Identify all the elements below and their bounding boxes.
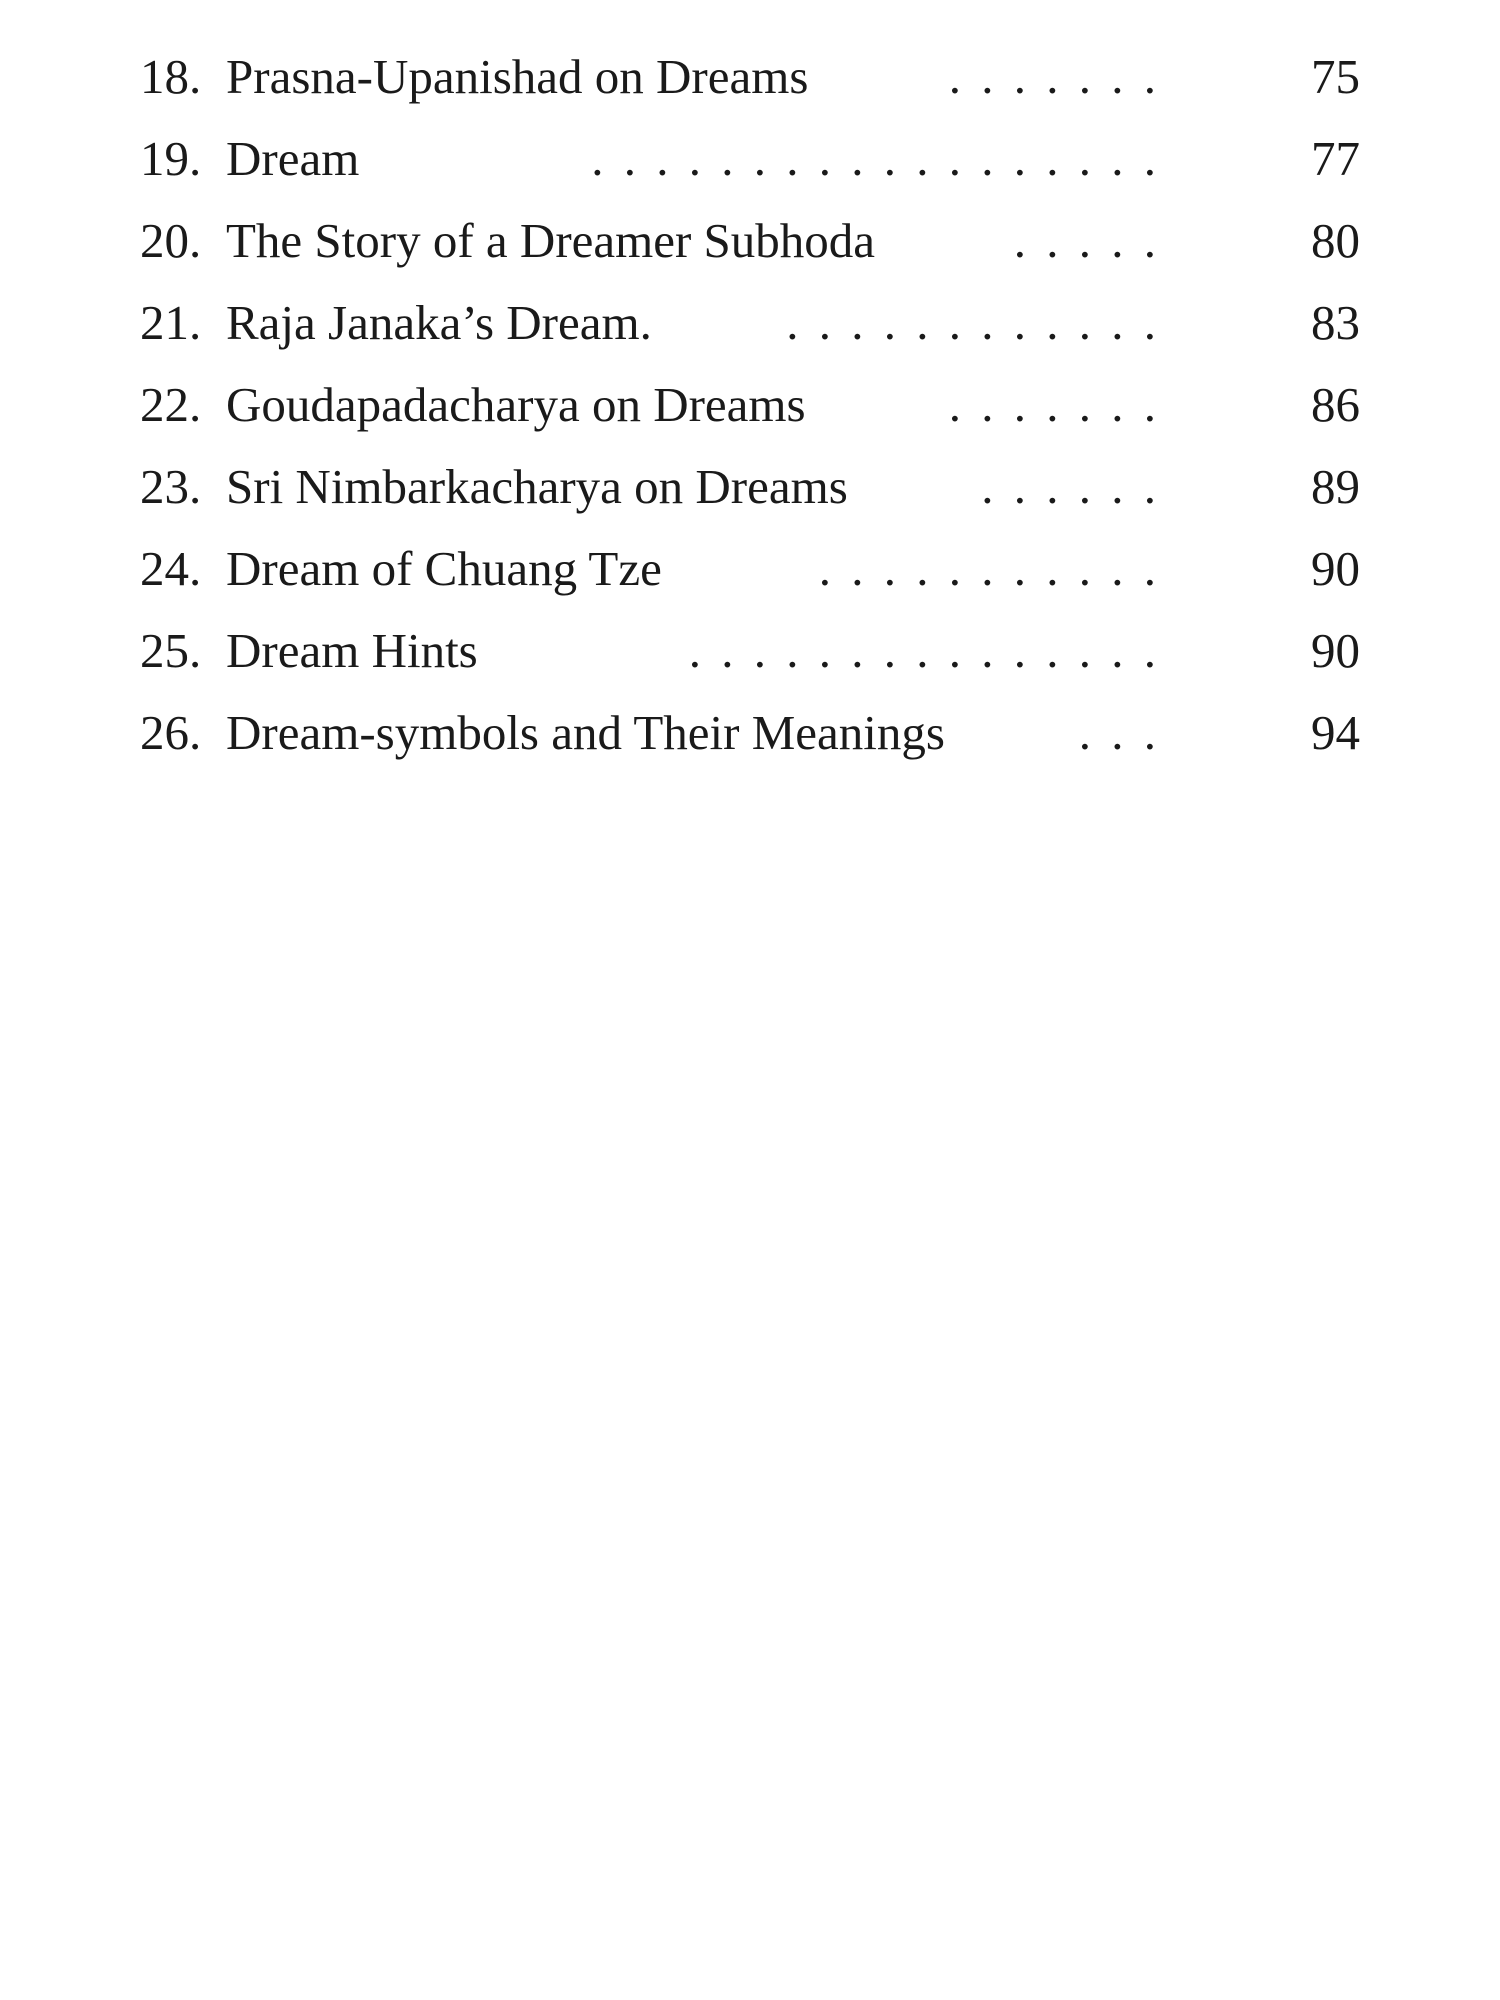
entry-title: Dream Hints — [226, 623, 478, 678]
toc-entry-19 — [140, 124, 1360, 206]
toc-entry-22 — [140, 370, 1360, 452]
entry-title: Sri Nimbarkacharya on Dreams — [226, 459, 848, 514]
page-number: 77 — [1311, 131, 1360, 186]
entry-title: Dream of Chuang Tze — [226, 541, 662, 596]
dot-leader: . . . — [1078, 705, 1160, 760]
entry-number: 26. — [140, 705, 202, 760]
dot-leader: . . . . . . . . . . . . . . . — [688, 623, 1160, 678]
page-number: 75 — [1311, 49, 1360, 104]
dot-leader: . . . . . . . — [948, 377, 1160, 432]
entry-title: Goudapadacharya on Dreams — [226, 377, 806, 432]
page-number: 86 — [1311, 377, 1360, 432]
dot-leader: . . . . . . — [981, 459, 1160, 514]
dot-leader: . . . . . . . — [948, 49, 1160, 104]
entry-number: 22. — [140, 377, 202, 432]
toc-entry-21 — [140, 288, 1360, 370]
toc-entry-24 — [140, 534, 1360, 616]
entry-title: The Story of a Dreamer Subhoda — [226, 213, 876, 268]
page-number: 80 — [1311, 213, 1360, 268]
page-number: 89 — [1311, 459, 1360, 514]
dot-leader: . . . . . . . . . . . — [818, 541, 1160, 596]
entry-number: 21. — [140, 295, 202, 350]
table-of-contents — [140, 42, 1360, 780]
entry-title: Raja Janaka’s Dream. — [226, 295, 652, 350]
entry-title: Dream — [226, 131, 360, 186]
toc-entry-23 — [140, 452, 1360, 534]
toc-entry-18 — [140, 42, 1360, 124]
entry-number: 18. — [140, 49, 202, 104]
toc-entry-25 — [140, 616, 1360, 698]
entry-number: 25. — [140, 623, 202, 678]
toc-entry-26 — [140, 698, 1360, 780]
dot-leader: . . . . . — [1013, 213, 1160, 268]
page-number: 90 — [1311, 623, 1360, 678]
page-number: 94 — [1311, 705, 1360, 760]
page-number: 90 — [1311, 541, 1360, 596]
dot-leader: . . . . . . . . . . . . . . . . . . — [591, 131, 1160, 186]
page-number: 83 — [1311, 295, 1360, 350]
entry-number: 19. — [140, 131, 202, 186]
entry-title: Dream-symbols and Their Meanings — [226, 705, 945, 760]
entry-number: 20. — [140, 213, 202, 268]
entry-number: 23. — [140, 459, 202, 514]
toc-entry-20 — [140, 206, 1360, 288]
entry-title: Prasna-Upanishad on Dreams — [226, 49, 809, 104]
entry-number: 24. — [140, 541, 202, 596]
dot-leader: . . . . . . . . . . . . — [786, 295, 1160, 350]
